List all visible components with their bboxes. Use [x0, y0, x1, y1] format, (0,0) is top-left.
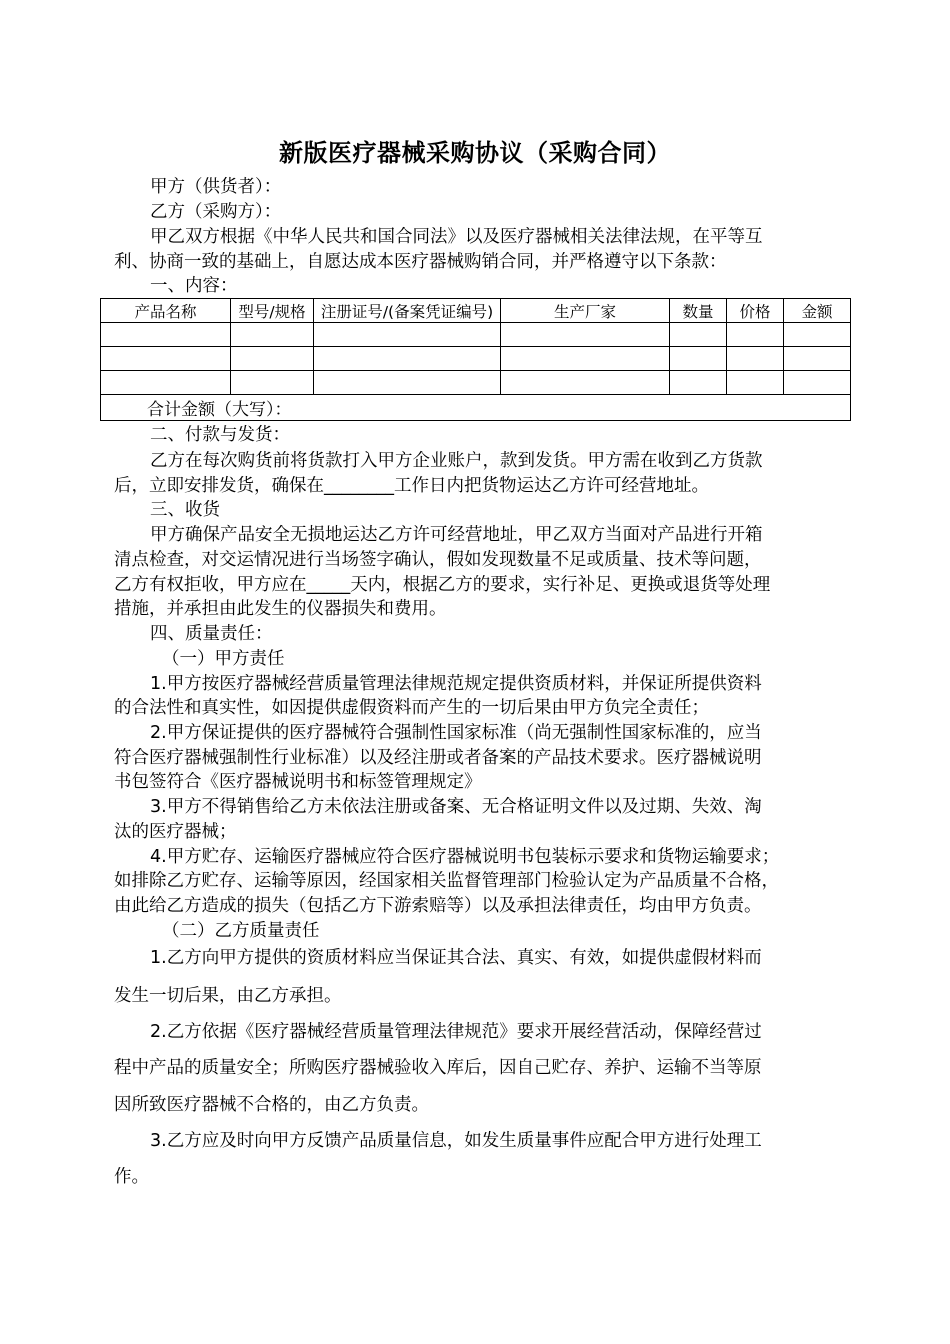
table-cell: [314, 371, 501, 395]
table-cell: [784, 323, 851, 347]
section-4-heading: 四、质量责任：: [150, 624, 273, 644]
clause-a2-line-3: 书包签符合《医疗器械说明书和标签管理规定》: [114, 772, 482, 792]
subsection-a-heading: （一）甲方责任: [162, 649, 285, 669]
header-amount: 金额: [784, 299, 851, 323]
header-product-name: 产品名称: [101, 299, 231, 323]
clause-b2-line-1: 2.乙方依据《医疗器械经营质量管理法律规范》要求开展经营活动，保障经营过: [150, 1022, 762, 1042]
header-quantity: 数量: [670, 299, 727, 323]
section-1-heading: 一、内容：: [150, 276, 238, 296]
party-b-line: 乙方（采购方）：: [150, 202, 282, 222]
section-3-heading: 三、收货: [150, 500, 220, 520]
table-cell: [784, 371, 851, 395]
table-cell: [727, 371, 784, 395]
clause-b2-line-2: 程中产品的质量安全；所购医疗器械验收入库后，因自己贮存、养护、运输不当等原: [114, 1058, 762, 1078]
clause-b2-line-3: 因所致医疗器械不合格的，由乙方负责。: [114, 1095, 429, 1115]
table-cell: [670, 323, 727, 347]
table-cell: [670, 347, 727, 371]
table-cell: [784, 347, 851, 371]
clause-b1-line-1: 1.乙方向甲方提供的资质材料应当保证其合法、真实、有效，如提供虚假材料而: [150, 948, 762, 968]
clause-a1-line-2: 的合法性和真实性，如因提供虚假资料而产生的一切后果由甲方负完全责任；: [114, 698, 709, 718]
clause-a4-line-2: 如排除乙方贮存、运输等原因，经国家相关监督管理部门检验认定为产品质量不合格，: [114, 871, 779, 891]
goods-table: [100, 298, 851, 421]
table-cell: [314, 347, 501, 371]
table-cell: [231, 347, 314, 371]
receiving-line-4: 措施，并承担由此发生的仪器损失和费用。: [114, 599, 447, 619]
clause-a2-line-1: 2.甲方保证提供的医疗器械符合强制性国家标准（尚无强制性国家标准的，应当: [150, 723, 762, 743]
header-model-spec: 型号/规格: [231, 299, 314, 323]
table-cell: [501, 347, 670, 371]
payment-line-2: 后，立即安排发货，确保在________工作日内把货物运达乙方许可经营地址。: [114, 476, 709, 496]
table-cell: [101, 323, 231, 347]
table-cell: [101, 371, 231, 395]
table-cell: [101, 347, 231, 371]
document-title: 新版医疗器械采购协议（采购合同）: [279, 139, 671, 167]
payment-line-1: 乙方在每次购货前将货款打入甲方企业账户，款到发货。甲方需在收到乙方货款: [150, 451, 763, 471]
receiving-line-3: 乙方有权拒收，甲方应在_____天内，根据乙方的要求，实行补足、更换或退货等处理: [114, 575, 771, 595]
table-cell: [727, 323, 784, 347]
clause-a3-line-2: 汰的医疗器械；: [114, 822, 237, 842]
clause-b3-line-2: 作。: [114, 1167, 149, 1187]
table-row: [101, 323, 851, 347]
table-total-row: [101, 395, 851, 421]
clause-a1-line-1: 1.甲方按医疗器械经营质量管理法律规范规定提供资质材料，并保证所提供资料: [150, 674, 762, 694]
table-cell: [670, 371, 727, 395]
clause-a2-line-2: 符合医疗器械强制性行业标准）以及经注册或者备案的产品技术要求。医疗器械说明: [114, 748, 762, 768]
total-amount-label: 合计金额（大写）：: [101, 395, 851, 421]
party-a-line: 甲方（供货者）：: [150, 177, 282, 197]
subsection-b-heading: （二）乙方质量责任: [162, 921, 320, 941]
clause-a4-line-1: 4.甲方贮存、运输医疗器械应符合医疗器械说明书包装标示要求和货物运输要求；: [150, 847, 780, 867]
clause-b1-line-2: 发生一切后果，由乙方承担。: [114, 986, 342, 1006]
receiving-line-1: 甲方确保产品安全无损地运达乙方许可经营地址，甲乙双方当面对产品进行开箱: [150, 525, 763, 545]
header-registration-number: 注册证号/(备案凭证编号): [314, 299, 501, 323]
table-cell: [727, 347, 784, 371]
section-2-heading: 二、付款与发货：: [150, 425, 290, 445]
table-cell: [231, 323, 314, 347]
table-header-row: [101, 299, 851, 323]
table-cell: [501, 371, 670, 395]
clause-b3-line-1: 3.乙方应及时向甲方反馈产品质量信息，如发生质量事件应配合甲方进行处理工: [150, 1131, 762, 1151]
intro-paragraph-line-1: 甲乙双方根据《中华人民共和国合同法》以及医疗器械相关法律法规，在平等互: [150, 227, 763, 247]
receiving-line-2: 清点检查，对交运情况进行当场签字确认，假如发现数量不足或质量、技术等问题，: [114, 550, 762, 570]
clause-a4-line-3: 由此给乙方造成的损失（包括乙方下游索赔等）以及承担法律责任，均由甲方负责。: [114, 896, 762, 916]
table-cell: [231, 371, 314, 395]
table-cell: [314, 323, 501, 347]
intro-paragraph-line-2: 利、协商一致的基础上，自愿达成本医疗器械购销合同，并严格遵守以下条款：: [114, 252, 727, 272]
table-row: [101, 371, 851, 395]
clause-a3-line-1: 3.甲方不得销售给乙方未依法注册或备案、无合格证明文件以及过期、失效、淘: [150, 797, 762, 817]
table-cell: [501, 323, 670, 347]
header-price: 价格: [727, 299, 784, 323]
header-manufacturer: 生产厂家: [501, 299, 670, 323]
table-row: [101, 347, 851, 371]
